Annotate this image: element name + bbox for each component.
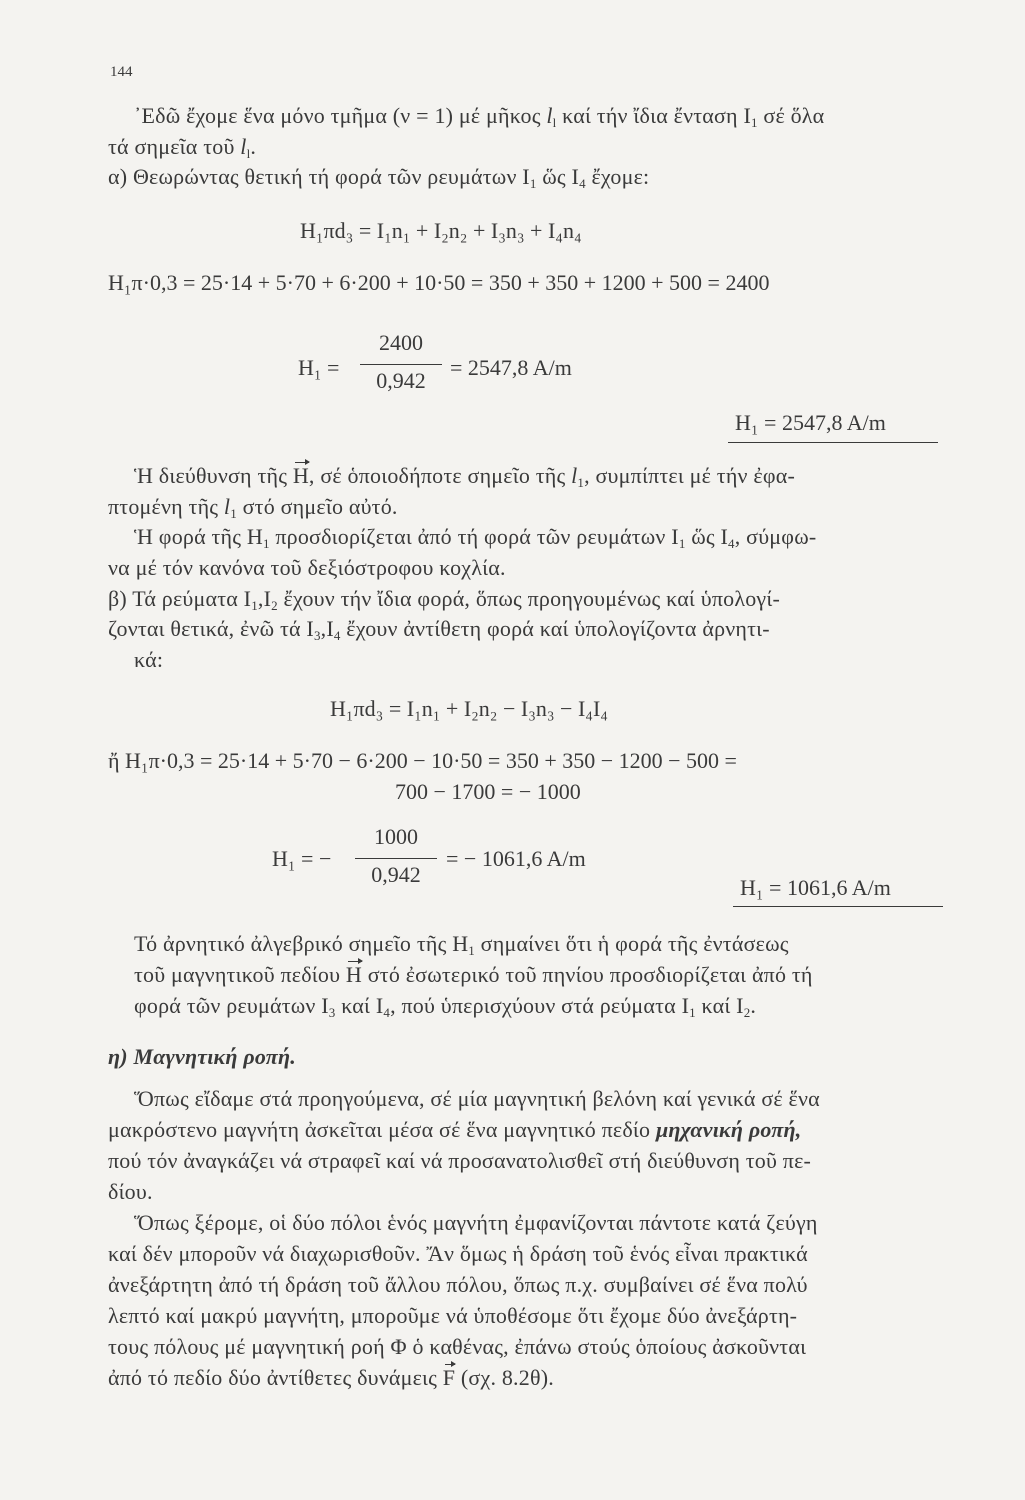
text-run: προσδιορίζεται ἀπό τή φορά τῶν ρευμάτων I [269, 524, 679, 549]
text-run: στό σημεῖο αὐτό. [236, 494, 398, 519]
result-box: H₁ = 1061,6 A/m [740, 875, 891, 900]
subscript: 1 [529, 176, 537, 191]
text-run: φορά τῶν ρευμάτων I [134, 993, 329, 1018]
text-run: , σέ ὁποιοδήποτε σημεῖο τῆς [308, 463, 572, 488]
subscript: 4 [383, 1005, 391, 1020]
fraction-bar [355, 858, 437, 859]
text-line [108, 132, 256, 162]
equation-lhs: H₁ = [298, 355, 340, 380]
text-line [134, 522, 816, 552]
subscript: 1 [468, 943, 475, 958]
equation-rhs: = − 1061,6 A/m [446, 846, 586, 871]
text-run: ζονται θετικά, ἐνῶ τά I [108, 616, 314, 641]
text-run: τοῦ μαγνητικοῦ πεδίου [134, 962, 346, 987]
fraction-bar [360, 364, 442, 365]
equation: H₁πd₃ = I₁n₁ + I₂n₂ + I₃n₃ + I₄n₄ [300, 218, 582, 243]
text-run: Ἡ φορά τῆς H [134, 524, 263, 549]
text-line: δίου. [108, 1179, 153, 1204]
text-run: ἔχουν ἀντίθετη φορά καί ὑπολογίζοντα ἀρνητι- [340, 616, 770, 641]
text-run: σημαίνει ὅτι ἡ φορά τῆς ἐντάσεως [474, 931, 789, 956]
subscript: 1 [262, 536, 270, 551]
text-run: στό ἐσωτερικό τοῦ πηνίου προσδιορίζεται ἀπό τή [362, 962, 813, 987]
text-line: λεπτό καί μακρύ μαγνήτη, μποροῦμε νά ὑποθέσομε ὅτι ἔχομε δύο ἀνεξάρτη- [108, 1303, 798, 1328]
equation: H₁πd₃ = I₁n₁ + I₂n₂ − I₃n₃ − I₄I₄ [330, 696, 608, 721]
subscript: 1 [577, 475, 585, 490]
symbol-l: l [571, 463, 578, 488]
equation: 700 − 1700 = − 1000 [395, 779, 581, 804]
text-run: . [750, 993, 757, 1018]
equation-rhs: = 2547,8 A/m [450, 355, 572, 380]
text-line [108, 584, 780, 614]
fraction-denominator: 0,942 [371, 862, 421, 887]
text-run: α) Θεωρώντας θετική τή φορά τῶν ρευμάτων I [108, 164, 530, 189]
text-line [108, 1115, 802, 1145]
text-line: ἀνεξάρτητη ἀπό τή δράση τοῦ ἄλλου πόλου, ὅπως π.χ. συμβαίνει σέ ἕνα πολύ [108, 1272, 808, 1297]
subscript: 1 [750, 115, 758, 130]
text-run: ἀπό τό πεδίο δύο ἀντίθετες δυνάμεις [108, 1365, 443, 1390]
fraction-numerator: 2400 [379, 330, 423, 355]
symbol-l: l [240, 134, 247, 159]
text-run: ὥς I [685, 524, 729, 549]
text-line: πού τόν ἀναγκάζει νά στραφεῖ καί νά προσανατολισθεῖ στή διεύθυνση τοῦ πε- [108, 1148, 812, 1173]
vector-h-icon: H [293, 461, 309, 491]
equation: H₁π·0,3 = 25·14 + 5·70 + 6·200 + 10·50 = 350 + 350 + 1200 + 500 = 2400 [108, 270, 770, 295]
symbol-l: l [546, 103, 553, 128]
result-underline [728, 442, 938, 443]
equation-lhs: H₁ = − [272, 846, 332, 871]
subscript: 1 [678, 536, 686, 551]
text-line: Ὅπως ξέρομε, οἱ δύο πόλοι ἑνός μαγνήτη ἐμφανίζονται πάντοτε κατά ζεύγη [134, 1210, 818, 1235]
text-run: ,I [257, 586, 272, 611]
text-run: ἔχουν τήν ἴδια φορά, ὅπως προηγουμένως καί ὑπολογί- [277, 586, 780, 611]
text-line [134, 991, 756, 1021]
text-run: ᾽Εδῶ ἔχομε ἕνα μόνο τμῆμα (ν = 1) μέ μῆκος [134, 103, 547, 128]
result-underline [733, 906, 943, 907]
text-line [108, 492, 398, 522]
subscript: 1 [251, 598, 258, 613]
subscript: 1 [689, 1005, 696, 1020]
text-run: πτομένη τῆς [108, 494, 224, 519]
result-box: H₁ = 2547,8 A/m [735, 410, 886, 435]
vector-h-icon: H [346, 960, 362, 990]
text-run: Τό ἀρνητικό ἀλγεβρικό σημεῖο τῆς H [134, 931, 469, 956]
equation: ἤ H₁π·0,3 = 25·14 + 5·70 − 6·200 − 10·50 = 350 + 350 − 1200 − 500 = [108, 748, 737, 773]
text-run: , συμπίπτει μέ τήν ἐφα- [584, 463, 795, 488]
text-run: καί I [695, 993, 744, 1018]
fraction-denominator: 0,942 [376, 368, 426, 393]
text-line [134, 960, 813, 990]
text-run: Ἡ διεύθυνση τῆς [134, 463, 293, 488]
text-line [108, 614, 770, 644]
text-line [134, 929, 789, 959]
section-heading: η) Μαγνητική ροπή. [108, 1044, 296, 1069]
subscript: 1 [230, 506, 237, 521]
subscript: 4 [579, 176, 586, 191]
subscript: 3 [313, 628, 321, 643]
text-run: , σύμφω- [734, 524, 817, 549]
text-line: καί δέν μποροῦν νά διαχωρισθοῦν. Ἄν ὅμως ἡ δράση τοῦ ἑνός εἶναι πρακτικά [108, 1241, 808, 1266]
page-number: 144 [110, 64, 133, 80]
text-line: τους πόλους μέ μαγνητική ροή Φ ὁ καθένας, ἐπάνω στούς ὁποίους ἀσκοῦνται [108, 1334, 807, 1359]
subscript: 2 [271, 598, 278, 613]
text-run: τά σημεῖα τοῦ [108, 134, 241, 159]
subscript: 2 [743, 1005, 751, 1020]
subscript: l [246, 146, 251, 161]
subscript: 4 [333, 628, 341, 643]
subscript: 3 [328, 1005, 336, 1020]
text-run: σέ ὅλα [757, 103, 825, 128]
text-run: καί τήν ἴδια ἔνταση I [556, 103, 751, 128]
symbol-l: l [223, 494, 231, 519]
text-run: . [250, 134, 257, 159]
text-run: μακρόστενο μαγνήτη ἀσκεῖται μέσα σέ ἕνα μαγνητικό πεδίο [108, 1117, 656, 1142]
text-run: ὥς I [536, 164, 580, 189]
fraction-numerator: 1000 [374, 824, 418, 849]
text-run: β) Τά ρεύματα I [108, 586, 252, 611]
emphasis-text: μηχανική ροπή, [655, 1117, 802, 1142]
text-line: κά: [134, 647, 164, 672]
text-run: καί I [335, 993, 384, 1018]
text-line: Ὅπως εἴδαμε στά προηγούμενα, σέ μία μαγνητική βελόνη καί γενικά σέ ἕνα [134, 1086, 820, 1111]
text-line: να μέ τόν κανόνα τοῦ δεξιόστροφου κοχλία. [108, 555, 506, 580]
vector-f-icon: F [443, 1363, 455, 1393]
text-run: ,I [320, 616, 334, 641]
text-line [134, 461, 795, 491]
text-run: (σχ. 8.2θ). [455, 1365, 554, 1390]
text-line [108, 1363, 554, 1393]
text-run: , πού ὑπερισχύουν στά ρεύματα I [390, 993, 690, 1018]
text-line [108, 162, 649, 192]
text-run: ἔχομε: [585, 164, 650, 189]
text-line [134, 101, 824, 131]
subscript: 4 [728, 536, 735, 551]
subscript: l [552, 115, 557, 130]
